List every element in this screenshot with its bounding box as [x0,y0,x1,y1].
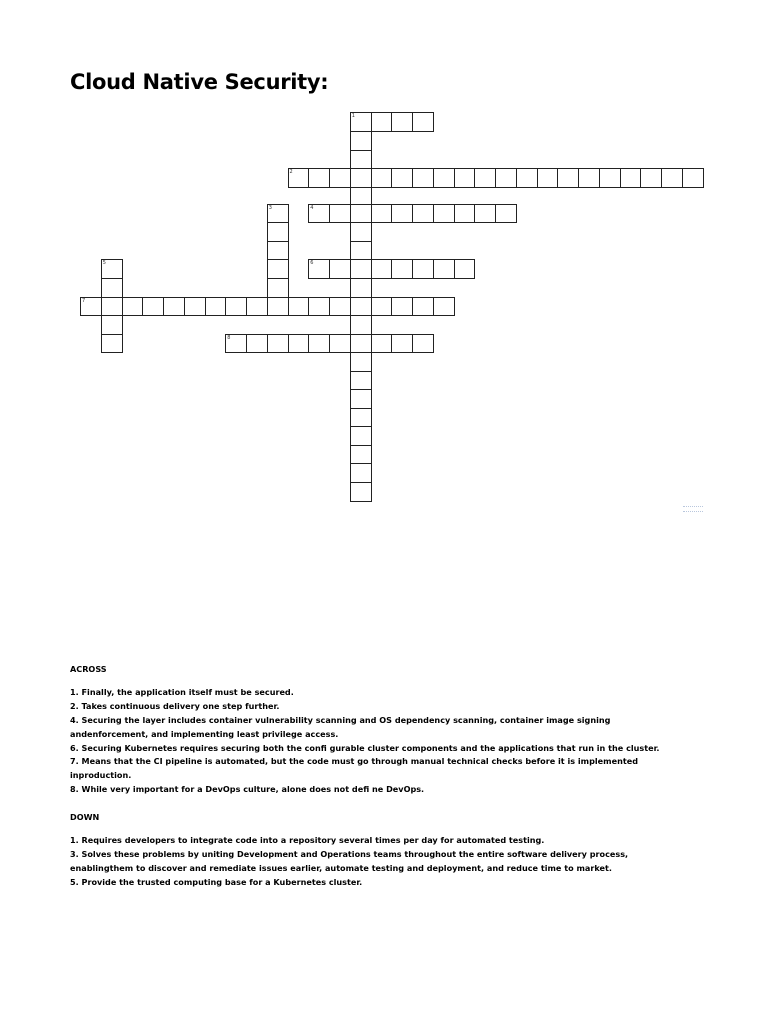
grid-cell[interactable] [308,168,330,188]
clue-number: 5 [102,260,106,266]
grid-cell[interactable] [350,315,372,335]
grid-cell[interactable] [267,278,289,298]
grid-cell[interactable] [225,334,247,353]
grid-cell[interactable] [433,297,455,316]
grid-cell[interactable] [371,112,393,132]
grid-cell[interactable] [371,259,393,279]
grid-cell[interactable] [350,259,372,279]
grid-cell[interactable] [495,204,517,223]
down-clue: 5. Provide the trusted computing base for a Kubernetes cluster. [70,876,363,887]
grid-cell[interactable] [350,112,372,132]
grid-cell[interactable] [350,408,372,427]
grid-cell[interactable] [350,371,372,390]
across-heading: ACROSS [70,664,107,674]
grid-cell[interactable] [350,426,372,446]
grid-cell[interactable] [350,168,372,188]
across-clue: 2. Takes continuous delivery one step further. [70,700,280,711]
grid-cell[interactable] [308,297,330,316]
down-heading: DOWN [70,812,100,823]
across-clue: 8. While very important for a DevOps culture, alone does not defi ne DevOps. [70,784,425,795]
grid-cell[interactable] [537,168,559,188]
grid-cell[interactable] [433,168,455,188]
grid-cell[interactable] [101,315,123,335]
clue-number: 6 [310,260,314,266]
grid-cell[interactable] [308,334,330,353]
grid-cell[interactable] [474,204,496,223]
grid-cell[interactable] [350,150,372,169]
grid-cell[interactable] [599,168,621,188]
grid-cell[interactable] [329,204,351,223]
grid-cell[interactable] [350,241,372,260]
grid-cell[interactable] [184,297,206,316]
clue-number: 8 [227,335,231,341]
grid-cell[interactable] [308,204,330,223]
grid-cell[interactable] [329,297,351,316]
grid-cell[interactable] [350,334,372,353]
grid-cell[interactable] [620,168,642,188]
grid-cell[interactable] [350,482,372,502]
clue-number: 2 [289,169,293,175]
grid-cell[interactable] [412,168,434,188]
grid-cell[interactable] [267,259,289,279]
grid-cell[interactable] [329,168,351,188]
grid-cell[interactable] [308,259,330,279]
grid-cell[interactable] [101,297,123,316]
grid-cell[interactable] [350,352,372,372]
across-clue: 7. Means that the CI pipeline is automated, but the code must go through manual technical checks before it is implemented inproduction. [70,756,638,781]
grid-cell[interactable] [205,297,227,316]
clue-number: 7 [82,298,86,304]
grid-cell[interactable] [391,112,413,132]
grid-cell[interactable] [267,334,289,353]
grid-cell[interactable] [288,168,310,188]
grid-cell[interactable] [267,204,289,223]
grid-cell[interactable] [350,187,372,205]
grid-cell[interactable] [454,168,476,188]
down-clue: 3. Solves these problems by uniting Development and Operations teams throughout the entire software delivery process, enablingthem to discover and remediate issues earlier, automate testing and deployment, and reduce time to market. [70,848,629,873]
grid-cell[interactable] [350,389,372,409]
grid-cell[interactable] [640,168,662,188]
grid-cell[interactable] [288,297,310,316]
page-marker [683,506,703,512]
grid-cell[interactable] [661,168,683,188]
grid-cell[interactable] [433,259,455,279]
grid-cell[interactable] [371,297,393,316]
grid-cell[interactable] [371,204,393,223]
grid-cell[interactable] [225,297,247,316]
grid-cell[interactable] [267,222,289,242]
grid-cell[interactable] [371,334,393,353]
grid-cell[interactable] [101,334,123,353]
grid-cell[interactable] [578,168,600,188]
grid-cell[interactable] [454,204,476,223]
grid-cell[interactable] [267,297,289,316]
grid-cell[interactable] [474,168,496,188]
grid-cell[interactable] [350,222,372,242]
grid-cell[interactable] [122,297,144,316]
grid-cell[interactable] [101,259,123,279]
grid-cell[interactable] [80,297,102,316]
grid-cell[interactable] [163,297,185,316]
grid-cell[interactable] [412,204,434,223]
grid-cell[interactable] [329,334,351,353]
grid-cell[interactable] [412,259,434,279]
grid-cell[interactable] [246,334,268,353]
grid-cell[interactable] [350,463,372,483]
grid-cell[interactable] [246,297,268,316]
grid-cell[interactable] [412,112,434,132]
grid-cell[interactable] [391,259,413,279]
grid-cell[interactable] [391,334,413,353]
grid-cell[interactable] [329,259,351,279]
grid-cell[interactable] [433,204,455,223]
across-clue: 1. Finally, the application itself must be secured. [70,686,294,697]
grid-cell[interactable] [350,297,372,316]
grid-cell[interactable] [142,297,164,316]
across-clue: 6. Securing Kubernetes requires securing both the confi gurable cluster components and the applications that run in the cluster. [70,742,660,753]
grid-cell[interactable] [412,297,434,316]
grid-cell[interactable] [516,168,538,188]
grid-cell[interactable] [350,131,372,151]
grid-cell[interactable] [350,204,372,223]
grid-cell[interactable] [391,204,413,223]
grid-cell[interactable] [557,168,579,188]
clue-number: 4 [310,205,314,211]
grid-cell[interactable] [101,278,123,298]
grid-cell[interactable] [391,168,413,188]
grid-cell[interactable] [682,168,704,188]
grid-cell[interactable] [267,241,289,260]
page-title: Cloud Native Security: [70,70,329,94]
clue-number: 1 [351,113,355,119]
clue-number: 3 [268,205,272,211]
grid-cell[interactable] [350,445,372,464]
grid-cell[interactable] [288,334,310,353]
across-clue: 4. Securing the layer includes container vulnerability scanning and OS dependency scanning, container image signing andenforcement, and implementing least privilege access. [70,714,611,739]
grid-cell[interactable] [350,278,372,298]
grid-cell[interactable] [495,168,517,188]
grid-cell[interactable] [371,168,393,188]
clues-section [70,663,690,890]
down-clue: 1. Requires developers to integrate code into a repository several times per day for automated testing. [70,835,545,846]
grid-cell[interactable] [412,334,434,353]
grid-cell[interactable] [391,297,413,316]
grid-cell[interactable] [454,259,476,279]
